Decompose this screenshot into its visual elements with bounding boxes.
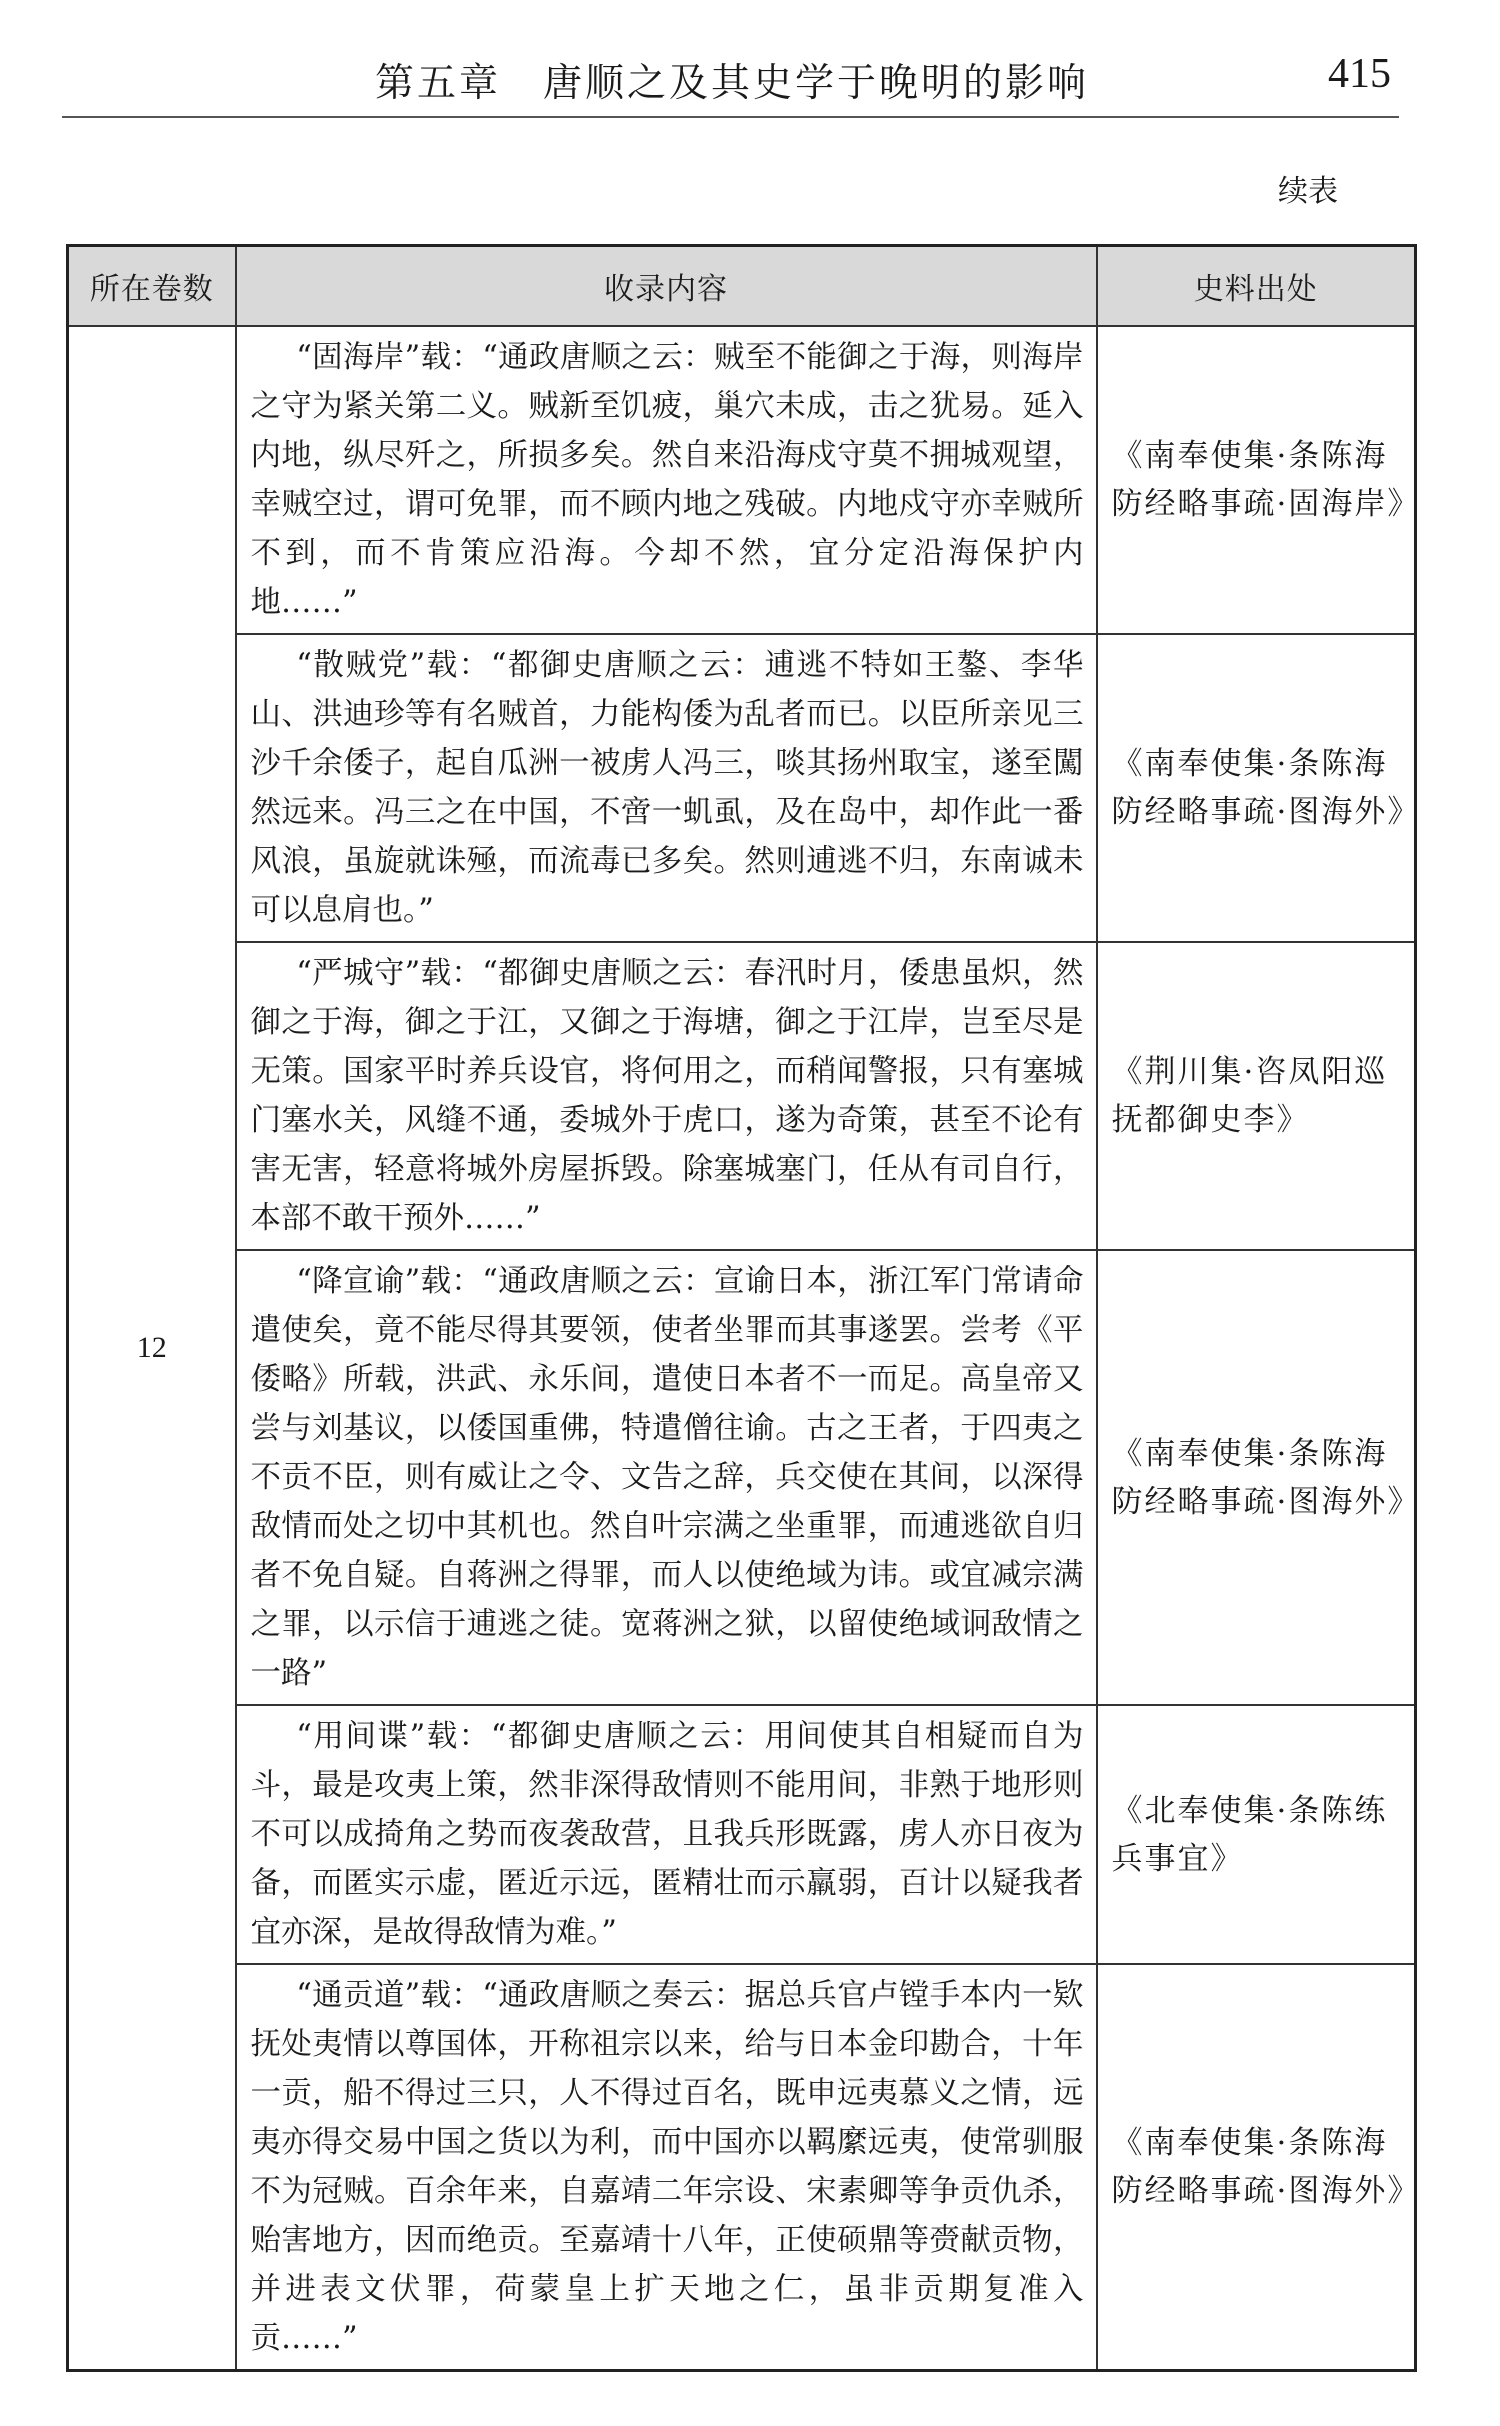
table-row <box>68 942 1416 1250</box>
table-row <box>68 1964 1416 2371</box>
table-row <box>68 634 1416 942</box>
source-cell: 《南奉使集·条陈海防经略事疏·固海岸》 <box>1097 326 1416 634</box>
source-cell: 《南奉使集·条陈海防经略事疏·图海外》 <box>1097 1964 1416 2371</box>
page-number: 415 <box>1328 51 1391 97</box>
source-cell: 《南奉使集·条陈海防经略事疏·图海外》 <box>1097 1250 1416 1705</box>
page-header <box>62 46 1399 118</box>
source-cell: 《南奉使集·条陈海防经略事疏·图海外》 <box>1097 634 1416 942</box>
content-cell: “固海岸”载：“通政唐顺之云：贼至不能御之于海，则海岸之守为紧关第二义。贼新至饥疲，巢穴未成，击之犹易。延入内地，纵尽歼之，所损多矣。然自来沿海戍守莫不拥城观望，幸贼空过，谓可免罪，而不顾内地之残破。内地戍守亦幸贼所不到，而不肯策应沿海。今却不然，宜分定沿海保护内地……” <box>236 326 1097 634</box>
table-row <box>68 1705 1416 1964</box>
source-cell: 《荆川集·咨凤阳巡抚都御史李》 <box>1097 942 1416 1250</box>
content-cell: “用间谍”载：“都御史唐顺之云：用间使其自相疑而自为斗，最是攻夷上策，然非深得敌情则不能用间，非熟于地形则不可以成掎角之势而夜袭敌营，且我兵形既露，虏人亦日夜为备，而匿实示虚，匿近示远，匿精壮而示羸弱，百计以疑我者宜亦深，是故得敌情为难。” <box>236 1705 1097 1964</box>
continued-label: 续表 <box>1278 174 1338 209</box>
table-row <box>68 326 1416 634</box>
source-cell: 《北奉使集·条陈练兵事宜》 <box>1097 1705 1416 1964</box>
content-cell: “散贼党”载：“都御史唐顺之云：逋逃不特如王鏊、李华山、洪迪珍等有名贼首，力能构倭为乱者而已。以臣所亲见三沙千余倭子，起自瓜洲一被虏人冯三，啖其扬州取宝，遂至闖然远来。冯三之在中国，不啻一虮虱，及在岛中，却作此一番风浪，虽旋就诛殛，而流毒已多矣。然则逋逃不归，东南诚未可以息肩也。” <box>236 634 1097 942</box>
records-table <box>66 244 1421 2372</box>
column-header-content: 收录内容 <box>236 246 1097 327</box>
column-header-source: 史料出处 <box>1097 246 1416 327</box>
table-header-row <box>68 246 1416 327</box>
content-cell: “通贡道”载：“通政唐顺之奏云：据总兵官卢镗手本内一欵抚处夷情以尊国体，开称祖宗以来，给与日本金印勘合，十年一贡，船不得过三只，人不得过百名，既申远夷慕义之情，远夷亦得交易中国之货以为利，而中国亦以羁縻远夷，使常驯服不为冠贼。百余年来，自嘉靖二年宗设、宋素卿等争贡仇杀，贻害地方，因而绝贡。至嘉靖十八年，正使硕鼎等赍献贡物，并进表文伏罪，荷蒙皇上扩天地之仁，虽非贡期复准入贡……” <box>236 1964 1097 2371</box>
content-cell: “严城守”载：“都御史唐顺之云：春汛时月，倭患虽炽，然御之于海，御之于江，又御之于海塘，御之于江岸，岂至尽是无策。国家平时养兵设官，将何用之，而稍闻警报，只有塞城门塞水关，风缝不通，委城外于虎口，遂为奇策，甚至不论有害无害，轻意将城外房屋拆毁。除塞城塞门，任从有司自行，本部不敢干预外……” <box>236 942 1097 1250</box>
column-header-volume: 所在卷数 <box>68 246 236 327</box>
running-title: 第五章 唐顺之及其史学于晚明的影响 <box>374 61 1089 106</box>
volume-cell: 12 <box>68 326 236 2371</box>
table-row <box>68 1250 1416 1705</box>
content-cell: “降宣谕”载：“通政唐顺之云：宣谕日本，浙江军门常请命遣使矣，竟不能尽得其要领，使者坐罪而其事遂罢。尝考《平倭略》所载，洪武、永乐间，遣使日本者不一而足。高皇帝又尝与刘基议，以倭国重佛，特遣僧往谕。古之王者，于四夷之不贡不臣，则有威让之令、文告之辞，兵交使在其间，以深得敌情而处之切中其机也。然自叶宗满之坐重罪，而逋逃欲自归者不免自疑。自蒋洲之得罪，而人以使绝域为讳。或宜减宗满之罪，以示信于逋逃之徒。宽蒋洲之狱，以留使绝域诇敌情之一路” <box>236 1250 1097 1705</box>
